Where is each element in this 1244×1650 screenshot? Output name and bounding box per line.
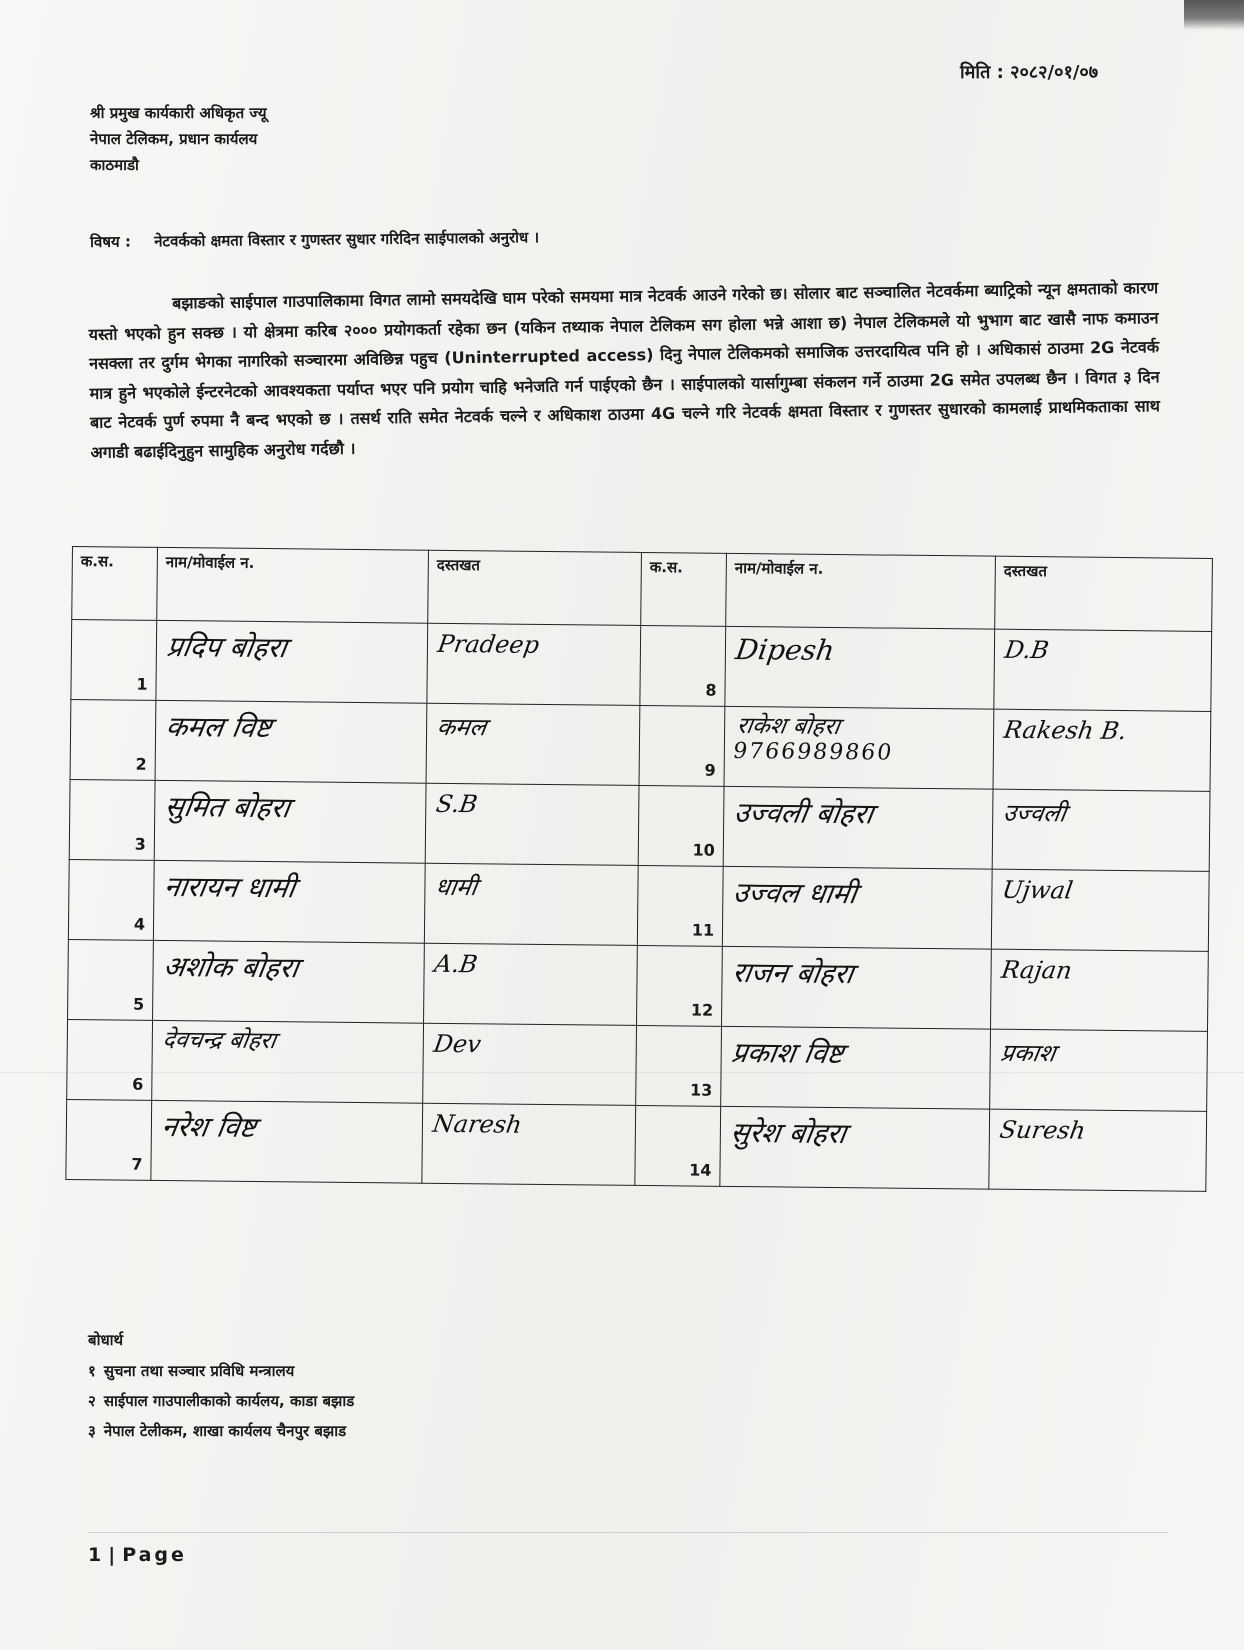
addressee-line2: नेपाल टेलिकम, प्रधान कार्यलय (90, 130, 258, 148)
signature-cell (990, 1029, 1208, 1111)
page-number: 1 (88, 1544, 105, 1566)
handwritten-signature: Rakesh B. (1002, 715, 1129, 746)
cc-item-number: १ (88, 1362, 96, 1380)
cc-item-text: नेपाल टेलीकम, शाखा कार्यलय चैनपुर बझाड (103, 1422, 347, 1440)
handwritten-signature: Dev (431, 1029, 483, 1059)
subject-label: विषय : (90, 232, 132, 251)
name-cell (153, 860, 425, 943)
handwritten-name: उज्वल धामी (730, 875, 860, 911)
row-number: 10 (692, 840, 715, 860)
row-number-cell (70, 699, 156, 780)
cc-item-number: ३ (88, 1422, 96, 1440)
signature-cell (993, 709, 1211, 791)
row-number-cell (635, 1105, 721, 1186)
handwritten-name: कमल विष्ट (163, 710, 274, 745)
row-number: 9 (704, 760, 716, 780)
addressee-line1: श्री प्रमुख कार्यकारी अधिकृत ज्यू (90, 104, 267, 122)
handwritten-name: नरेश विष्ट (159, 1109, 259, 1144)
row-number-cell (640, 625, 726, 706)
handwritten-signature: कमल (434, 712, 489, 742)
handwritten-signature: प्रकाश (998, 1038, 1058, 1068)
row-number: 4 (133, 914, 146, 934)
header-sn: क.स. (72, 547, 158, 621)
row-number: 13 (689, 1080, 713, 1100)
letter-date: मिति : २०८२/०१/०७ (960, 62, 1099, 83)
signature-cell (424, 863, 638, 945)
table-row (66, 1099, 1207, 1191)
row-number: 1 (136, 674, 148, 694)
row-number-cell (69, 779, 155, 860)
page-separator: | (108, 1544, 119, 1566)
row-number: 14 (689, 1160, 712, 1180)
row-number-cell (638, 785, 724, 866)
signature-cell (994, 629, 1212, 711)
name-cell (156, 620, 428, 703)
handwritten-name: सुरेश बोहरा (728, 1115, 849, 1151)
row-number: 8 (705, 680, 717, 700)
subject-line (90, 227, 539, 252)
handwritten-signature: Suresh (997, 1115, 1088, 1145)
handwritten-name: उज्वली बोहरा (731, 795, 876, 831)
row-number-cell (636, 1025, 722, 1106)
table-row (70, 699, 1211, 791)
handwritten-signature: S.B (434, 789, 480, 819)
row-number-cell (66, 1099, 152, 1180)
name-cell (721, 1026, 991, 1109)
handwritten-signature: Ujwal (1000, 875, 1075, 905)
handwritten-name: प्रकाश विष्ट (729, 1035, 846, 1071)
row-number: 2 (135, 754, 147, 774)
header-signature: दस्तखत (428, 550, 642, 625)
letter-body: बझाङको साईपाल गाउपालिकामा विगत लामो समयदेखि घाम परेको समयमा मात्र नेटवर्क आउने गरेको छ। सोलार बाट सञ्चालित नेटवर्कमा ब्याट्रिको न्यून क्षमताको कारण यस्तो भएको हुन सक्छ । यो क्षेत्रमा करिब २००० प्रयोगकर्ता रहेका छन (यकिन तथ्याक नेपाल टेलिकम सग होला भन्ने आशा छ) नेपाल टेलिकमले यो भुभाग बाट खासै नाफ कमाउन नसक्ला तर दुर्गम भेगका नागरिको सञ्चारमा अविछिन्न पहुच (Uninterrupted access) दिनु नेपाल टेलिकमको समाजिक उत्तरदायित्व पनि हो । अधिकासं ठाउमा 2G नेटवर्क मात्र हुने भएकोले ईन्टरनेटको आवश्यकता पर्याप्त भएर पनि प्रयोग चाहि भनेजति गर्न पाईएको छैन । साईपालको यार्सागुम्बा संकलन गर्ने ठाउमा 2G समेत उपलब्ध छैन । विगत ३ दिन बाट नेटवर्क पुर्ण रुपमा नै बन्द भएको छ । तसर्थ राति समेत नेटवर्क चल्ने र अधिकाश ठाउमा 4G चल्ने गरि नेटवर्क क्षमता विस्तार र गुणस्तर सुधारको कामलाई प्राथमिकताका साथ अगाडी बढाईदिनुहुन सामुहिक अनुरोध गर्दछौ । (88, 278, 1161, 462)
row-number-cell (67, 1019, 153, 1100)
subject-text: नेटवर्कको क्षमता विस्तार र गुणस्तर सुधार गरिदिन साईपालको अनुरोध । (154, 228, 540, 251)
handwritten-name: राजन बोहरा (730, 955, 856, 991)
row-number: 3 (134, 834, 146, 854)
table-row (68, 859, 1209, 951)
signature-cell (422, 1103, 636, 1185)
name-cell (155, 700, 427, 783)
cc-item-text: साईपाल गाउपालीकाको कार्यलय, काडा बझाड (103, 1392, 355, 1410)
cc-item (88, 1416, 354, 1446)
handwritten-name: नारायन धामी (161, 870, 298, 905)
signature-cell (992, 789, 1210, 871)
row-number: 6 (132, 1074, 144, 1094)
table-row (71, 620, 1212, 712)
header-name-right: नाम/मोवाईल न. (726, 553, 996, 629)
table-row (69, 779, 1210, 871)
handwritten-signature: A.B (432, 949, 480, 979)
header-name: नाम/मोवाईल न. (157, 547, 429, 623)
handwritten-signature: Pradeep (435, 629, 542, 659)
cc-item (88, 1386, 354, 1416)
signature-cell (425, 783, 639, 865)
row-number-cell (68, 939, 154, 1020)
footer-divider (88, 1532, 1168, 1533)
row-number: 11 (691, 920, 715, 940)
handwritten-name-phone (731, 713, 899, 767)
header-signature-right: दस्तखत (995, 556, 1213, 631)
page-footer (88, 1544, 187, 1566)
signature-cell (991, 869, 1209, 951)
name-cell (723, 786, 993, 869)
row-number-cell (639, 705, 725, 786)
name-cell (724, 706, 994, 789)
name-cell (153, 940, 425, 1023)
handwritten-name: राकेश बोहरा (735, 712, 842, 741)
table-row (67, 1019, 1208, 1111)
addressee-block (90, 100, 267, 178)
row-number-cell (637, 865, 723, 946)
signature-cell (427, 623, 641, 705)
signature-cell (423, 1023, 637, 1105)
cc-list (88, 1356, 354, 1446)
cc-item-text: सुचना तथा सञ्चार प्रविधि मन्त्रालय (103, 1362, 295, 1380)
handwritten-phone: 9766989860 (731, 738, 895, 766)
row-number: 7 (131, 1154, 143, 1174)
row-number-cell (637, 945, 723, 1026)
table-row (68, 939, 1209, 1031)
handwritten-signature: D.B (1002, 635, 1051, 665)
signature-cell (990, 949, 1208, 1031)
handwritten-signature: Naresh (430, 1109, 524, 1139)
name-cell (152, 1020, 424, 1103)
header-sn-right: क.स. (641, 552, 727, 626)
signature-cell (424, 943, 638, 1025)
row-number: 5 (132, 994, 145, 1014)
row-number-cell (68, 859, 154, 940)
row-number-cell (71, 620, 157, 701)
signature-cell (426, 703, 640, 785)
cc-item (88, 1356, 354, 1386)
cc-title: बोधार्थ (88, 1331, 124, 1349)
scan-corner-shadow (1184, 0, 1244, 30)
handwritten-signature: उज्वली (1001, 798, 1069, 828)
name-cell (725, 626, 995, 709)
table-header-row (72, 547, 1213, 632)
handwritten-name: सुमित बोहरा (162, 790, 293, 825)
row-number: 12 (690, 1000, 714, 1020)
signature-cell (989, 1109, 1207, 1191)
page-word: Page (122, 1544, 187, 1566)
name-cell (720, 1106, 990, 1189)
handwritten-name: देवचन्द्र बोहरा (160, 1026, 278, 1055)
name-cell (722, 866, 992, 949)
handwritten-signature: Rajan (999, 955, 1074, 985)
handwritten-name: अशोक बोहरा (161, 950, 301, 985)
addressee-line3: काठमाडौ (90, 156, 139, 174)
name-cell (154, 780, 426, 863)
signature-table (65, 546, 1213, 1192)
name-cell (151, 1100, 423, 1183)
handwritten-name: प्रदिप बोहरा (164, 630, 290, 665)
name-cell (722, 946, 992, 1029)
handwritten-signature: धामी (433, 872, 480, 902)
cc-item-number: २ (88, 1392, 96, 1410)
handwritten-name: Dipesh (733, 632, 837, 667)
